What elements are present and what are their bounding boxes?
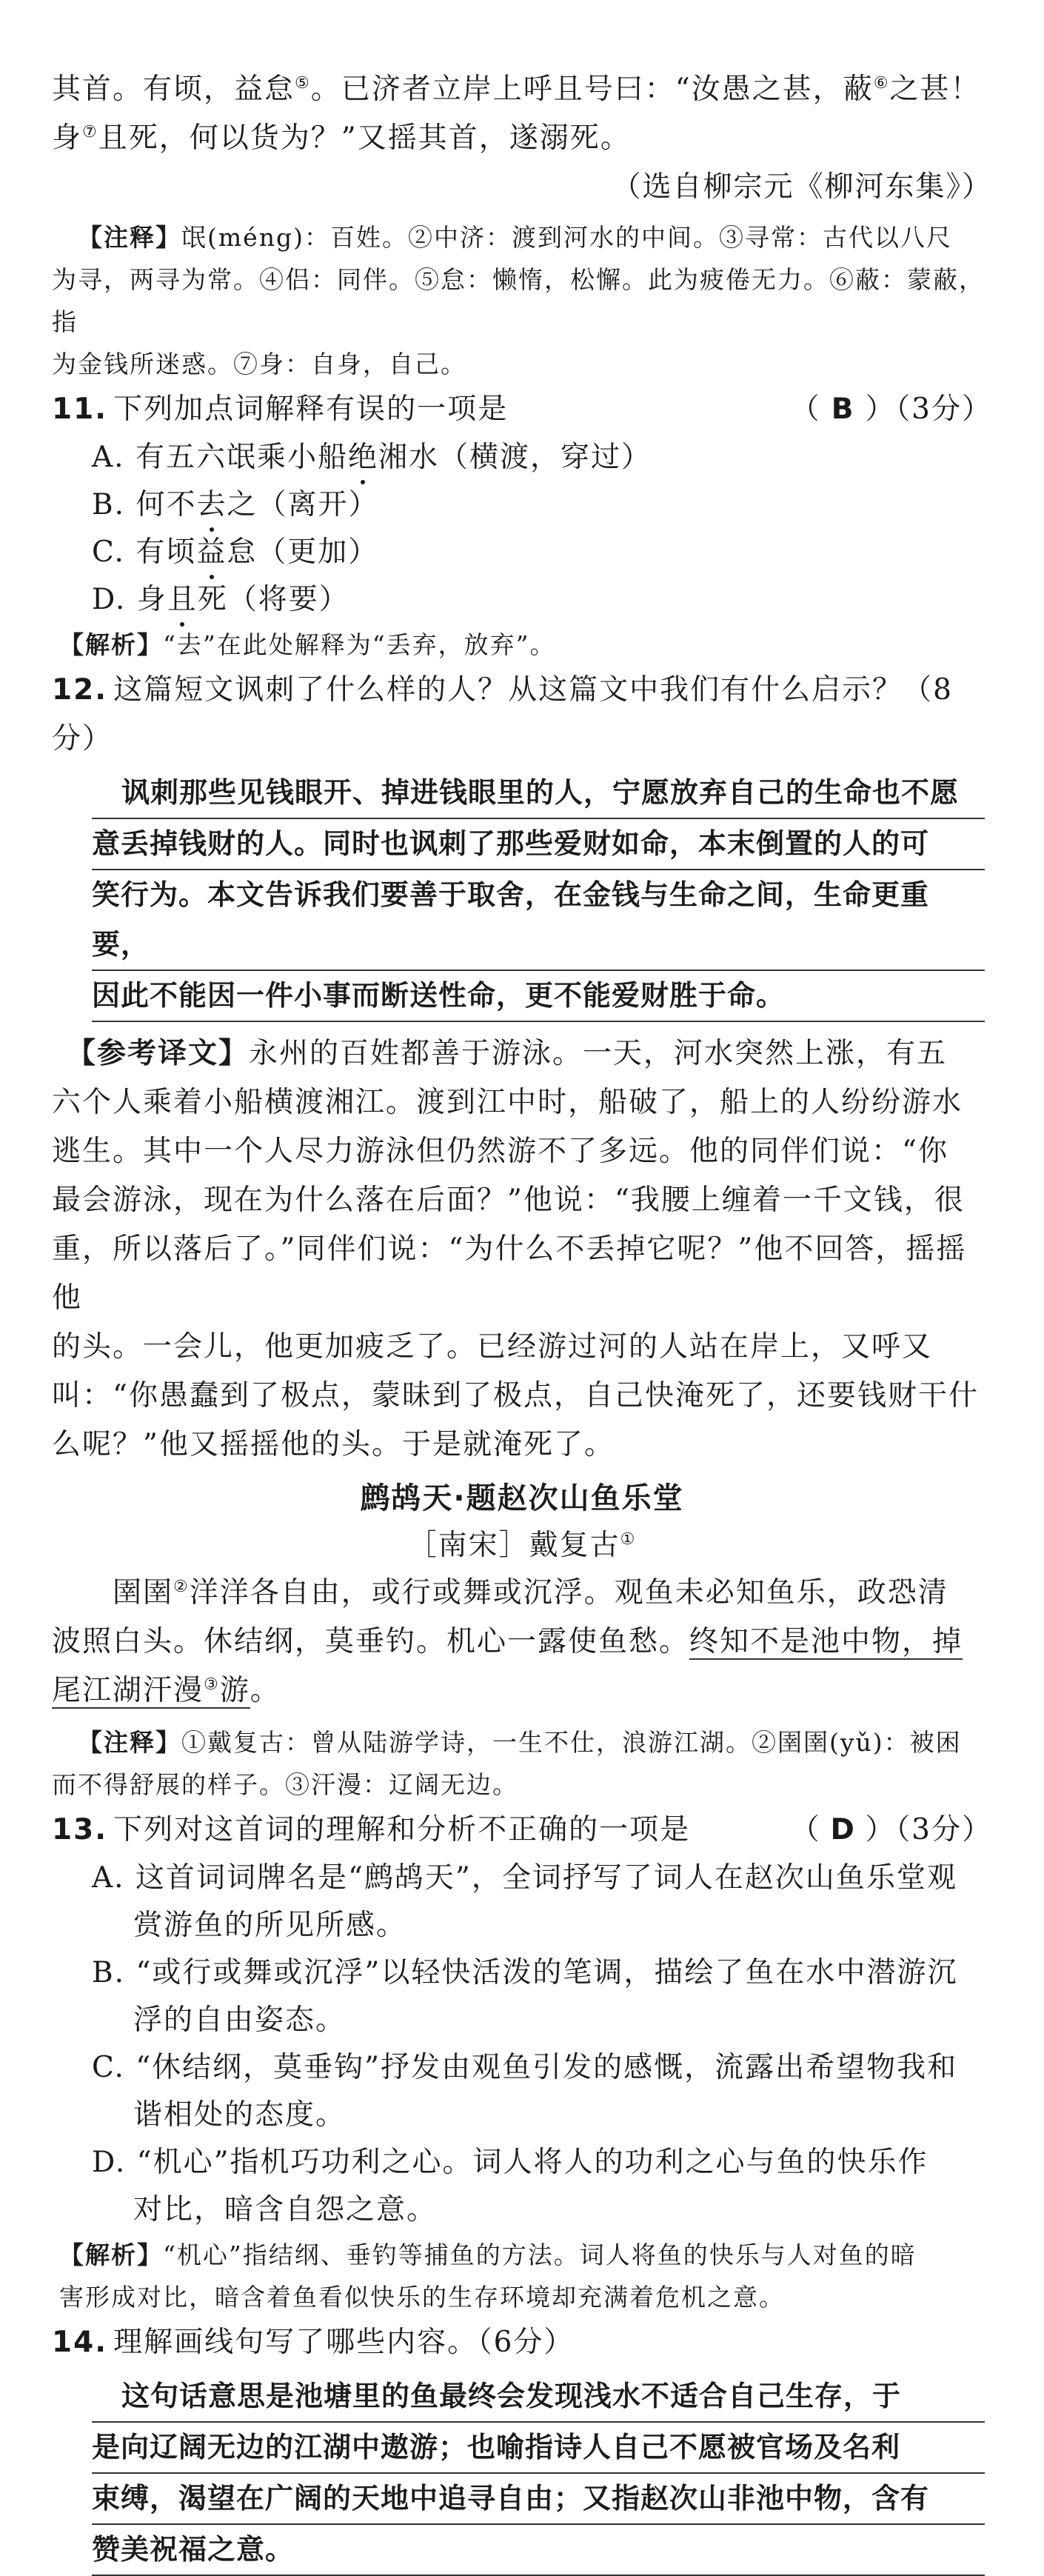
option-b-cont: 浮的自由姿态。 (133, 2003, 347, 2037)
question-14-stem: 14. 理解画线句写了哪些内容。（6分） (52, 2326, 575, 2359)
option-d: D. 身且死（将要） (52, 576, 992, 624)
answer-line: 束缚，渴望在广阔的天地中追寻自由；又指赵次山非池中物，含有 (92, 2474, 985, 2525)
poem-line-1: 圉圉②洋洋各自由，或行或舞或沉浮。观鱼未必知鱼乐，政恐清 (113, 1576, 948, 1609)
translation-line: 重，所以落后了。”同伴们说：“为什么不丢掉它呢？”他不回答，摇摇他 (52, 1232, 967, 1315)
question-11 (52, 385, 992, 666)
option-c-cont: 谐相处的态度。 (133, 2098, 347, 2132)
notes-block-2 (52, 1721, 992, 1806)
translation-line: 么呢？”他又摇摇他的头。于是就淹死了。 (52, 1428, 615, 1461)
answer-block (92, 2372, 985, 2576)
translation-line: 逃生。其中一个人尽力游泳但仍然游不了多远。他的同伴们说：“你 (52, 1135, 948, 1168)
notes-block-1 (52, 216, 992, 385)
notes-line-1: 【注释】①戴复古：曾从陆游学诗，一生不仕，浪游江湖。②圉圉(yǔ)：被困 (78, 1728, 962, 1757)
notes-line-2: 而不得舒展的样子。③汗漫：辽阔无边。 (52, 1770, 518, 1799)
notes-line-2: 为寻，两寻为常。④侣：同伴。⑤怠：懒惰，松懈。此为疲倦无力。⑥蔽：蒙蔽，指 (52, 265, 985, 336)
poem (52, 1474, 992, 1715)
translation (52, 1030, 992, 1469)
passage (52, 0, 992, 212)
option-a: A. 有五六氓乘小船绝湘水（横渡，穿过） (52, 434, 992, 481)
poem-line-3: 尾江湖汗漫③游。 (52, 1674, 281, 1707)
option-d: D. “机心”指机巧功利之心。词人将人的功利之心与鱼的快乐作 (92, 2146, 928, 2179)
question-13-stem: 13. 下列对这首词的理解和分析不正确的一项是 （ D ）（3分） (52, 1806, 992, 1855)
underlined-sentence: 尾江湖汗漫③游 (52, 1674, 250, 1707)
poem-title: 鹧鸪天·题赵次山鱼乐堂 (360, 1481, 684, 1515)
answer-line: 讽刺那些见钱眼开、掉进钱眼里的人，宁愿放弃自己的生命也不愿 (92, 768, 985, 819)
passage-line-2: 身⑦且死，何以货为？”又摇其首，遂溺死。 (52, 121, 631, 155)
option-b: B. “或行或舞或沉浮”以轻快活泼的笔调，描绘了鱼在水中潜游沉 (92, 1956, 958, 1989)
notes-line-1: 【注释】氓(méng)：百姓。②中济：渡到河水的中间。③寻常：古代以八尺 (78, 223, 952, 252)
answer-line: 意丢掉钱财的人。同时也讽刺了那些爱财如命，本末倒置的人的可 (92, 819, 985, 870)
question-13 (52, 1806, 992, 2318)
question-12-stem: 12. 这篇短文讽刺了什么样的人？从这篇文中我们有什么启示？（8分） (52, 673, 953, 755)
option-c: C. 有顷益怠（更加） (52, 529, 992, 576)
answer-choice: D (830, 1813, 856, 1846)
translation-line: 的头。一会儿，他更加疲乏了。已经游过河的人站在岸上，又呼又 (52, 1330, 933, 1364)
translation-line: 【参考译文】永州的百姓都善于游泳。一天，河水突然上涨，有五 (67, 1037, 948, 1070)
notes-line-3: 为金钱所迷惑。⑦身：自身，自己。 (52, 350, 466, 378)
question-12 (52, 666, 992, 1022)
answer-line: 因此不能因一件小事而断送性命，更不能爱财胜于命。 (92, 971, 985, 1022)
underlined-sentence: 终知不是池中物，掉 (689, 1625, 963, 1658)
option-d-cont: 对比，暗含自怨之意。 (133, 2193, 438, 2226)
option-c: C. “休结纲，莫垂钩”抒发由观鱼引发的感慨，流露出希望物我和 (92, 2051, 958, 2084)
translation-line: 叫：“你愚蠢到了极点，蒙昧到了极点，自己快淹死了，还要钱财干什 (52, 1379, 979, 1412)
option-a-cont: 赏游鱼的所见所感。 (133, 1909, 407, 1942)
analysis: 【解析】“机心”指结纲、垂钓等捕鱼的方法。词人将鱼的快乐与人对鱼的暗 (59, 2240, 917, 2269)
poem-line-2: 波照白头。休结纲，莫垂钓。机心一露使鱼愁。终知不是池中物，掉 (52, 1625, 963, 1658)
answer-line: 这句话意思是池塘里的鱼最终会发现浅水不适合自己生存，于 (92, 2372, 985, 2423)
passage-source: （选自柳宗元《柳河东集》） (612, 170, 992, 204)
analysis: 害形成对比，暗含着鱼看似快乐的生存环境却充满着危机之意。 (59, 2283, 785, 2312)
passage-line-1: 其首。有顷，益怠⑤。已济者立岸上呼且号曰：“汝愚之甚，蔽⑥之甚！ (52, 73, 981, 106)
option-b: B. 何不去之（离开） (52, 481, 992, 529)
answer-line: 是向辽阔无边的江湖中遨游；也喻指诗人自己不愿被官场及名利 (92, 2423, 985, 2474)
translation-line: 六个人乘着小船横渡湘江。渡到江中时，船破了，船上的人纷纷游水 (52, 1086, 963, 1119)
question-14 (52, 2318, 992, 2576)
answer-line: 赞美祝福之意。 (92, 2525, 985, 2576)
poem-author: ［南宋］戴复古① (407, 1529, 637, 1562)
question-11-stem: 11. 下列加点词解释有误的一项是 （ B ）（3分） (52, 385, 992, 434)
option-a: A. 这首词词牌名是“鹧鸪天”，全词抒写了词人在赵次山鱼乐堂观 (92, 1861, 957, 1895)
translation-line: 最会游泳，现在为什么落在后面？”他说：“我腰上缠着一千文钱，很 (52, 1184, 965, 1217)
analysis: 【解析】“去”在此处解释为“丢弃，放弃”。 (59, 630, 556, 659)
answer-choice: B (831, 393, 855, 426)
answer-line: 笑行为。本文告诉我们要善于取舍，在金钱与生命之间，生命更重要， (92, 870, 985, 971)
answer-block (92, 768, 985, 1022)
